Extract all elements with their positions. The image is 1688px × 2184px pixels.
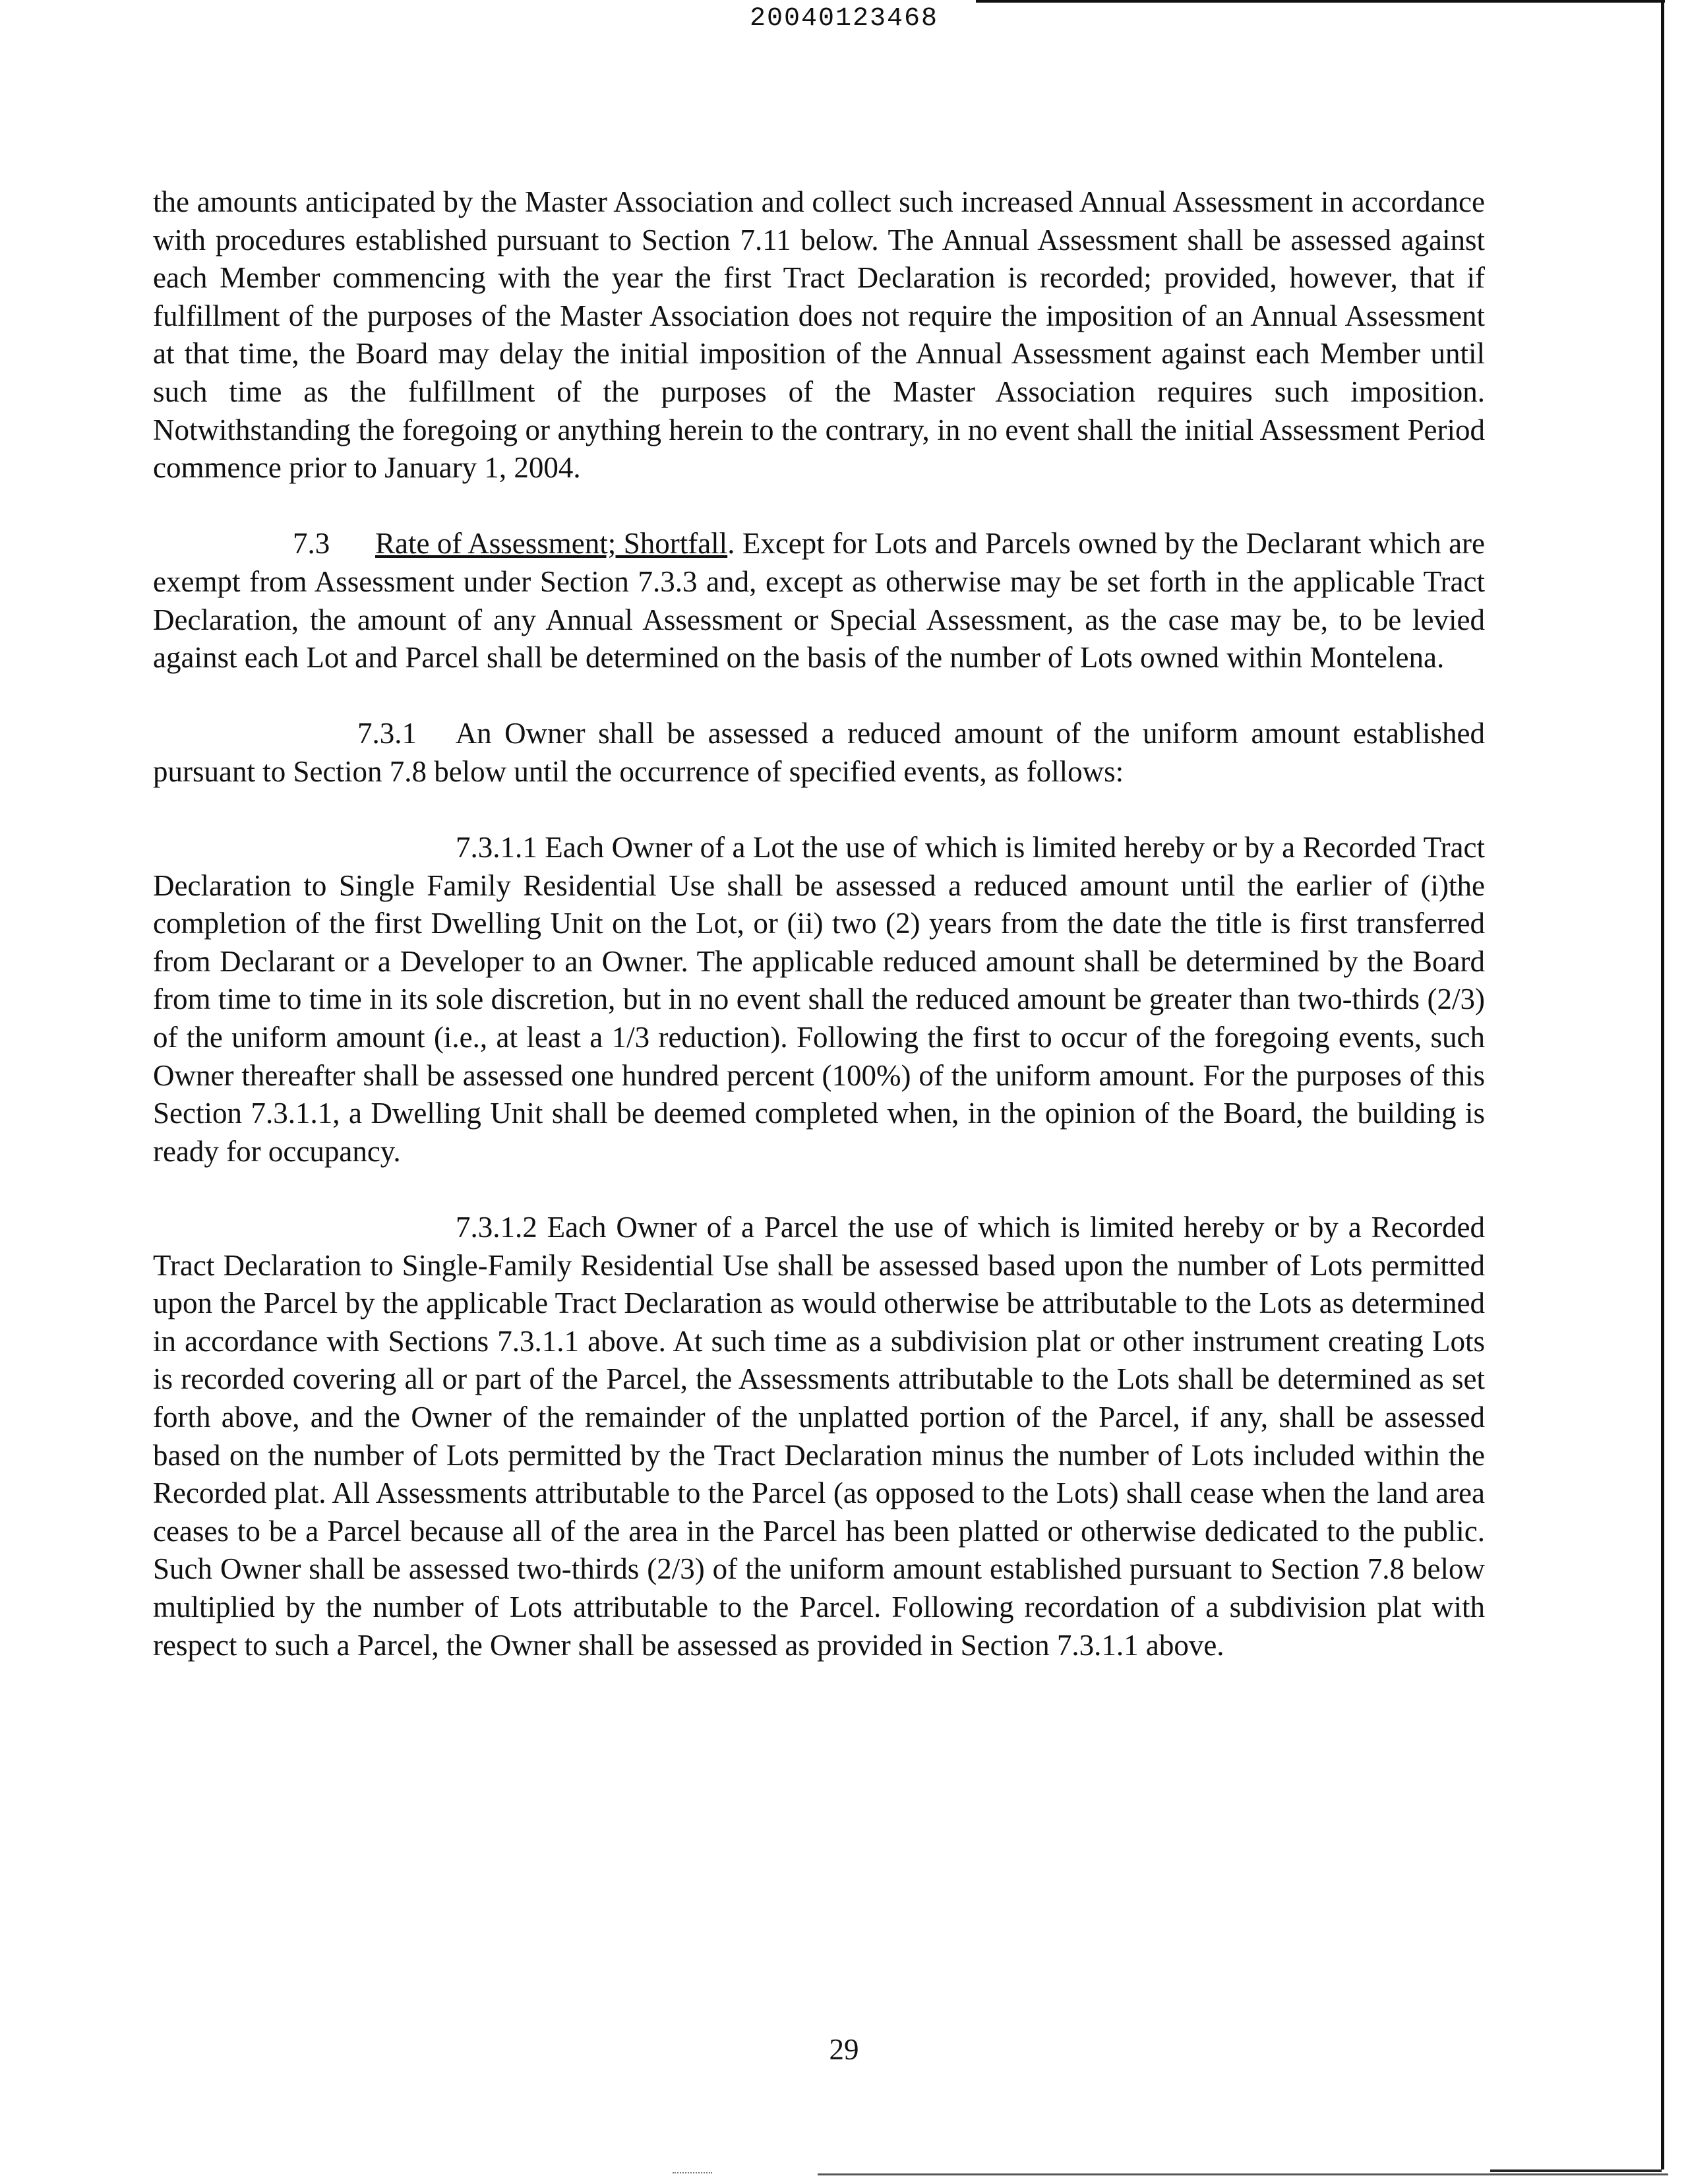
section-7-3-text: . Except for Lots and Parcels owned by the Declarant which are exempt from Assessment under Section 7.3.3 and, except as otherwise may be set forth in the applicable Tract Declaration, the amount of any Annual Assessment or Special Assessment, as the case may be, to be levied against each Lot and Parcel shall be determined on the basis of the number of Lots owned within Montelena. [153, 527, 1486, 675]
section-7-3-1-text: An Owner shall be assessed a reduced amount of the uniform amount established pursuant to Section 7.8 below until the occurrence of specified events, as follows: [153, 717, 1485, 788]
section-7-3-1-number: 7.3.1 [357, 717, 417, 750]
document-body [153, 183, 1485, 1703]
scan-edge-bottom-dots [673, 2172, 712, 2175]
section-7-3-1-paragraph [153, 715, 1485, 791]
scan-edge-bottom [818, 2173, 1668, 2175]
scan-edge-right [1661, 0, 1664, 2169]
section-7-3-1-1-text: Each Owner of a Lot the use of which is limited hereby or by a Recorded Tract Declaration to Single Family Residential Use shall be assessed a reduced amount until the earlier of (i)the completion of the first Dwelling Unit on the Lot, or (ii) two (2) years from the date the title is first transferred from Declarant or a Developer to an Owner. The applicable reduced amount shall be determined by the Board from time to time in its sole discretion, but in no event shall the reduced amount be greater than two-thirds (2/3) of the uniform amount (i.e., at least a 1/3 reduction). Following the first to occur of the foregoing events, such Owner thereafter shall be assessed one hundred percent (100%) of the uniform amount. For the purposes of this Section 7.3.1.1, a Dwelling Unit shall be deemed completed when, in the opinion of the Board, the building is ready for occupancy. [153, 831, 1486, 1168]
section-7-3-1-1-number: 7.3.1.1 [456, 831, 537, 864]
section-7-3-number: 7.3 [293, 527, 330, 561]
page-number: 29 [829, 2033, 859, 2066]
section-7-3-1-1-paragraph [153, 829, 1485, 1170]
scan-edge-top [976, 0, 1665, 3]
section-7-3-heading: Rate of Assessment; Shortfall [375, 527, 728, 561]
section-7-3-1-2-number: 7.3.1.2 [456, 1211, 537, 1244]
section-7-3-1-2-text: Each Owner of a Parcel the use of which is limited hereby or by a Recorded Tract Declaration to Single-Family Residential Use shall be assessed based upon the number of Lots permitted upon the Parcel by the applicable Tract Declaration as would otherwise be attributable to the Lots as determined in accordance with Sections 7.3.1.1 above. At such time as a subdivision plat or other instrument creating Lots is recorded covering all or part of the Parcel, the Assessments attributable to the Lots shall be determined as set forth above, and the Owner of the remainder of the unplatted portion of the Parcel, if any, shall be assessed based on the number of Lots permitted by the Tract Declaration minus the number of Lots included within the Recorded plat. All Assessments attributable to the Parcel (as opposed to the Lots) shall cease when the land area ceases to be a Parcel because all of the area in the Parcel has been platted or otherwise dedicated to the public. Such Owner shall be assessed two-thirds (2/3) of the uniform amount established pursuant to Section 7.8 below multiplied by the number of Lots attributable to the Parcel. Following recordation of a subdivision plat with respect to such a Parcel, the Owner shall be assessed as provided in Section 7.3.1.1 above. [153, 1211, 1485, 1662]
section-7-3-1-2-paragraph [153, 1209, 1485, 1664]
scan-edge-bottom-right [1490, 2169, 1662, 2172]
paragraph-continuation: the amounts anticipated by the Master Association and collect such increased Annual Assessment in accordance with procedures established pursuant to Section 7.11 below. The Annual Assessment shall be assessed against each Member commencing with the year the first Tract Declaration is recorded; provided, however, that if fulfillment of the purposes of the Master Association does not require the imposition of an Annual Assessment at that time, the Board may delay the initial imposition of the Annual Assessment against each Member until such time as the fulfillment of the purposes of the Master Association requires such imposition. Notwithstanding the foregoing or anything herein to the contrary, in no event shall the initial Assessment Period commence prior to January 1, 2004. [153, 185, 1485, 485]
recording-number: 20040123468 [749, 4, 939, 34]
section-7-3-paragraph [153, 525, 1485, 677]
